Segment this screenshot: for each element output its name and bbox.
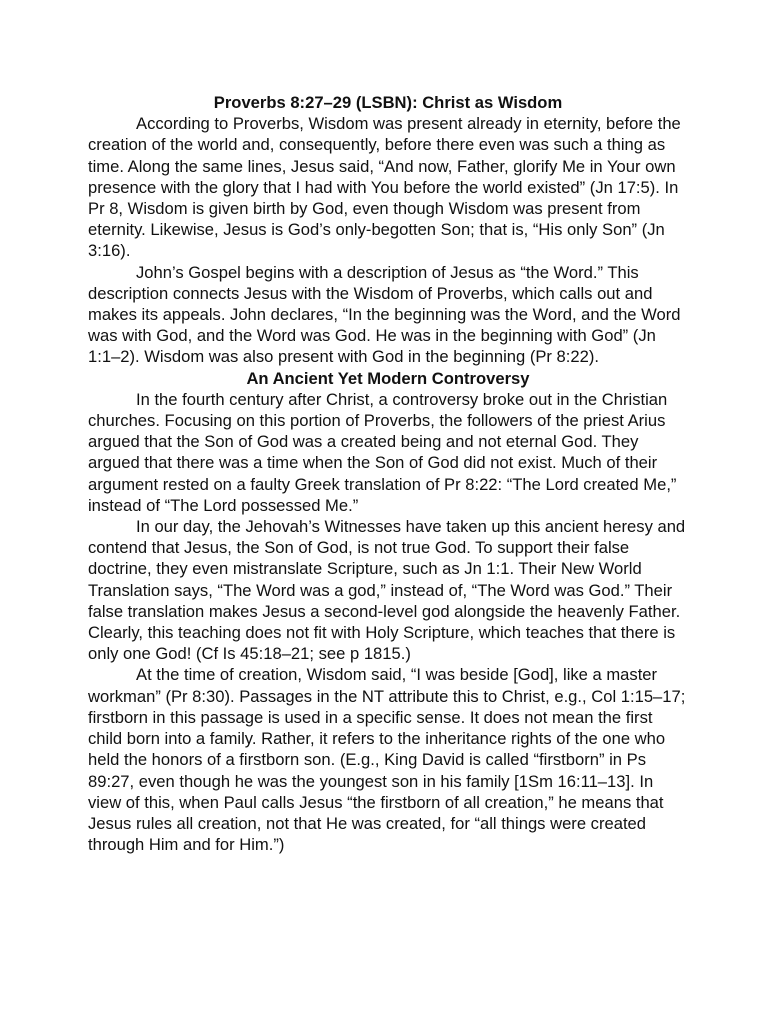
paragraph: According to Proverbs, Wisdom was present already in eternity, before the creation of the world and, consequently, before there even was such a thing as time. Along the same lines, Jesus said, “And now, Father, glorify Me in Your own presence with the glory that I had with You before the world existed” (Jn 17:5). In Pr 8, Wisdom is given birth by God, even though Wisdom was present from eternity. Likewise, Jesus is God’s only-begotten Son; that is, “His only Son” (Jn 3:16). <box>88 114 681 261</box>
section-heading-christ-as-wisdom: Proverbs 8:27–29 (LSBN): Christ as Wisdom <box>213 93 563 112</box>
paragraph: In our day, the Jehovah’s Witnesses have taken up this ancient heresy and contend that Jesus, the Son of God, is not true God. To support their false doctrine, they even mistranslate Scripture, such as Jn 1:1. Their New World Translation says, “The Word was a god,” instead of, “The Word was God.” Their false translation makes Jesus a second-level god alongside the heavenly Father. Clearly, this teaching does not fit with Holy Scripture, which teaches that there is only one God! (Cf Is 45:18–21; see p 1815.) <box>88 517 686 664</box>
document-body <box>88 92 688 855</box>
paragraph: John’s Gospel begins with a description of Jesus as “the Word.” This description connects Jesus with the Wisdom of Proverbs, which calls out and makes its appeals. John declares, “In the beginning was the Word, and the Word was with God, and the Word was God. He was in the beginning with God” (Jn 1:1–2). Wisdom was also present with God in the beginning (Pr 8:22). <box>88 262 681 367</box>
paragraph: At the time of creation, Wisdom said, “I was beside [God], like a master workman” (Pr 8:30). Passages in the NT attribute this to Christ, e.g., Col 1:15–17; firstborn in this passage is used in a specific sense. It does not mean the first child born into a family. Rather, it refers to the inheritance rights of the one who held the honors of a firstborn son. (E.g., King David is called “firstborn” in Ps 89:27, even though he was the youngest son in his family [1Sm 16:11–13]. In view of this, when Paul calls Jesus “the firstborn of all creation,” he means that Jesus rules all creation, not that He was created, for “all things were created through Him and for Him.”) <box>88 665 686 855</box>
paragraph: In the fourth century after Christ, a controversy broke out in the Christian churches. Focusing on this portion of Proverbs, the followers of the priest Arius argued that the Son of God was a created being and not eternal God. They argued that there was a time when the Son of God did not exist. Much of their argument rested on a faulty Greek translation of Pr 8:22: “The Lord created Me,” instead of “The Lord possessed Me.” <box>88 389 677 515</box>
section-heading-controversy: An Ancient Yet Modern Controversy <box>246 368 530 388</box>
